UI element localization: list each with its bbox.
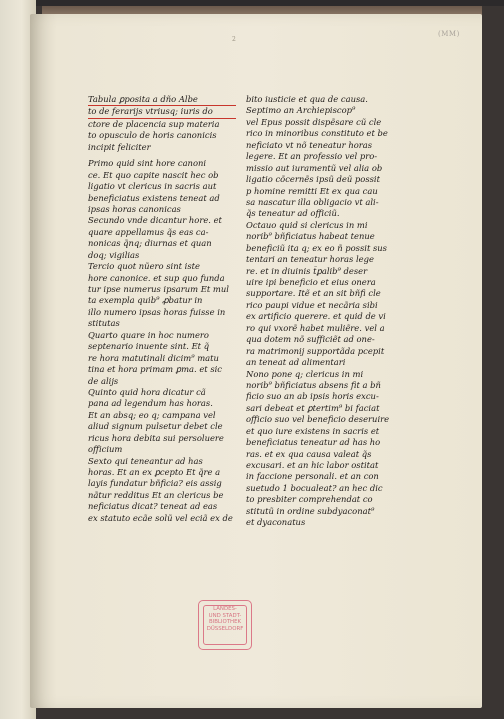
text-line: q̃s teneatur ad officiũ.	[246, 208, 340, 219]
text-line: sari debeat et ꝑtertim⁹ bi faciat	[246, 402, 380, 413]
text-line: Quarto quare in hoc numero	[88, 329, 209, 340]
stamp-line: UND STADT-	[208, 612, 242, 619]
text-line: et dyaconatus	[246, 517, 306, 528]
text-line: Nono pone q; clericus in mi	[246, 368, 364, 379]
text-line: neficiato vt nõ teneatur horas	[246, 139, 373, 150]
text-line: beneficiatus existens teneat ad	[88, 192, 220, 203]
text-line: vel Epus possit dispẽsare cũ cle	[246, 116, 382, 127]
text-line: ctore de placencia sup materia	[88, 118, 220, 129]
text-line: nãtur redditus Et an clericus be	[88, 489, 224, 500]
stamp-border	[203, 605, 247, 645]
text-line: tina et hora primam ꝑma. et sic	[88, 364, 222, 375]
shelfmark: (MM)	[438, 30, 460, 38]
text-line: to opusculo de horis canonicis	[88, 130, 217, 141]
text-line: pana ad legendum has horas.	[88, 398, 213, 409]
text-line: Tabula ꝑposita a dño Albe	[88, 94, 236, 106]
text-line: neficiatus dicat? teneat ad eas	[88, 501, 218, 512]
text-line: ro qui vxorẽ habet muliẽre. vel a	[246, 322, 385, 333]
text-line: ligatio cõcernẽs ipsũ deũ possit	[246, 174, 380, 185]
text-line: norib⁹ bñficiatus habeat tenue	[246, 231, 375, 242]
text-line: in faccione personali. et an con	[246, 471, 379, 482]
text-line: ex statuto ecãe solũ vel eciã ex de	[88, 512, 233, 523]
text-line: p homine remitti Et ex qua cau	[246, 185, 378, 196]
text-line: ex artificio querere. et quid de vi	[246, 311, 386, 322]
text-line: Tercio quot nũero sint iste	[88, 261, 200, 272]
text-line: nonicas q̃nq; diurnas et quan	[88, 238, 212, 249]
text-line: doq; vigilias	[88, 249, 140, 260]
stamp-line: DÜSSELDORF	[206, 625, 244, 632]
library-stamp	[198, 600, 252, 650]
text-line: ras. et ex qua causa valeat q̃s	[246, 448, 372, 459]
text-line: de alijs	[88, 375, 119, 386]
text-line: to de ferarijs vtriusq; iuris do	[88, 106, 236, 118]
text-line: beneficiũ ita q; ex eo ñ possit sus	[246, 242, 387, 253]
text-line: re. et in diuinis t̃ꝑalib⁹ deser	[246, 265, 368, 276]
text-line: Quinto quid hora dicatur cã	[88, 386, 206, 397]
text-line: beneficiatus teneatur ad has ho	[246, 437, 381, 448]
text-line: incipit feliciter	[88, 141, 151, 152]
text-line: supportare. Itẽ et an sit bñfi cle	[246, 288, 381, 299]
text-line: quare appellamus q̃s eas ca-	[88, 226, 209, 237]
text-line: ra matrimonij supportãda pcepit	[246, 345, 385, 356]
text-line: horas. Et an ex ꝑcepto Et q̃re a	[88, 467, 221, 477]
text-line: Sexto qui teneantur ad has	[88, 455, 203, 466]
text-line: Secundo vnde dicantur hore. et	[88, 215, 222, 226]
text-line: rico in minoribus constituto et be	[246, 128, 388, 139]
text-line: layis fundatur bñficia? eis assig	[88, 478, 222, 489]
text-line: tur ipse numerus ipsarum Et mul	[88, 284, 229, 294]
text-line: norib⁹ bñficiatus absens fit a bñ	[246, 379, 381, 390]
text-line: et quo iure existens in sacris et	[246, 425, 380, 436]
text-line: stitutũ in ordine subdyaconat⁹	[246, 505, 375, 516]
text-line: re hora matutinali dicim⁹ matu	[88, 352, 219, 363]
text-line: ligatio vt clericus in sacris aut	[88, 181, 217, 192]
stamp-line: LANDES-	[213, 606, 237, 612]
text-line: suetudo 1 bocualeat? an hec dic	[246, 482, 383, 493]
text-line: rico paupi vidue et necãria sibi	[246, 299, 378, 310]
text-line: stitutas	[88, 318, 120, 329]
text-line: bito iusticie et qua de causa.	[246, 94, 368, 104]
text-line: ce. Et quo capite nascit hec ob	[88, 169, 219, 180]
signature-mark: 2	[232, 36, 236, 43]
text-line: Octauo quid si clericus in mi	[246, 219, 368, 230]
text-line: legere. Et an professio vel pro-	[246, 151, 378, 162]
text-line: uire ipi beneficio et eius onera	[246, 277, 376, 287]
text-line: excusari. et an hic labor ostitat	[246, 460, 379, 470]
text-line: sa nascatur illa obligacio vt ali-	[246, 196, 379, 207]
text-line: officio suo vel beneficio deseruire	[246, 414, 390, 425]
text-line: ipsas horas canonicas	[88, 203, 181, 214]
text-line: qua dotem nõ sufficiẽt ad one-	[246, 334, 375, 345]
text-line: an teneat ad alimentari	[246, 357, 346, 368]
right-text-column	[246, 94, 396, 529]
left-text-column	[88, 94, 236, 524]
text-line: illo numero ipsas horas fuisse in	[88, 306, 226, 317]
text-line: ricus hora debita sui persoluere	[88, 432, 224, 443]
text-line: hore canonice. et sup quo funda	[88, 272, 225, 283]
stamp-line: BIBLIOTHEK	[208, 619, 242, 626]
text-line: Primo quid sint hore canoni	[88, 158, 207, 169]
text-line: aliud signum pulsetur debet cle	[88, 421, 223, 432]
text-line: missio aut iuramentũ vel alia ob	[246, 162, 383, 173]
text-line: to presbiter comprehendat co	[246, 494, 373, 505]
text-line: tentari an teneatur horas lege	[246, 254, 374, 265]
text-line: Et an absq; eo q; campana vel	[88, 409, 216, 420]
text-line: Septimo an Archiepiscop⁹	[246, 105, 356, 116]
text-line: officium	[88, 444, 123, 455]
text-line: septenario inuente sint. Et q̃	[88, 341, 210, 352]
text-line: ficio suo an ab ipsis horis excu-	[246, 391, 379, 402]
text-line: ta exempla quib⁹ ꝓbatur in	[88, 295, 203, 306]
